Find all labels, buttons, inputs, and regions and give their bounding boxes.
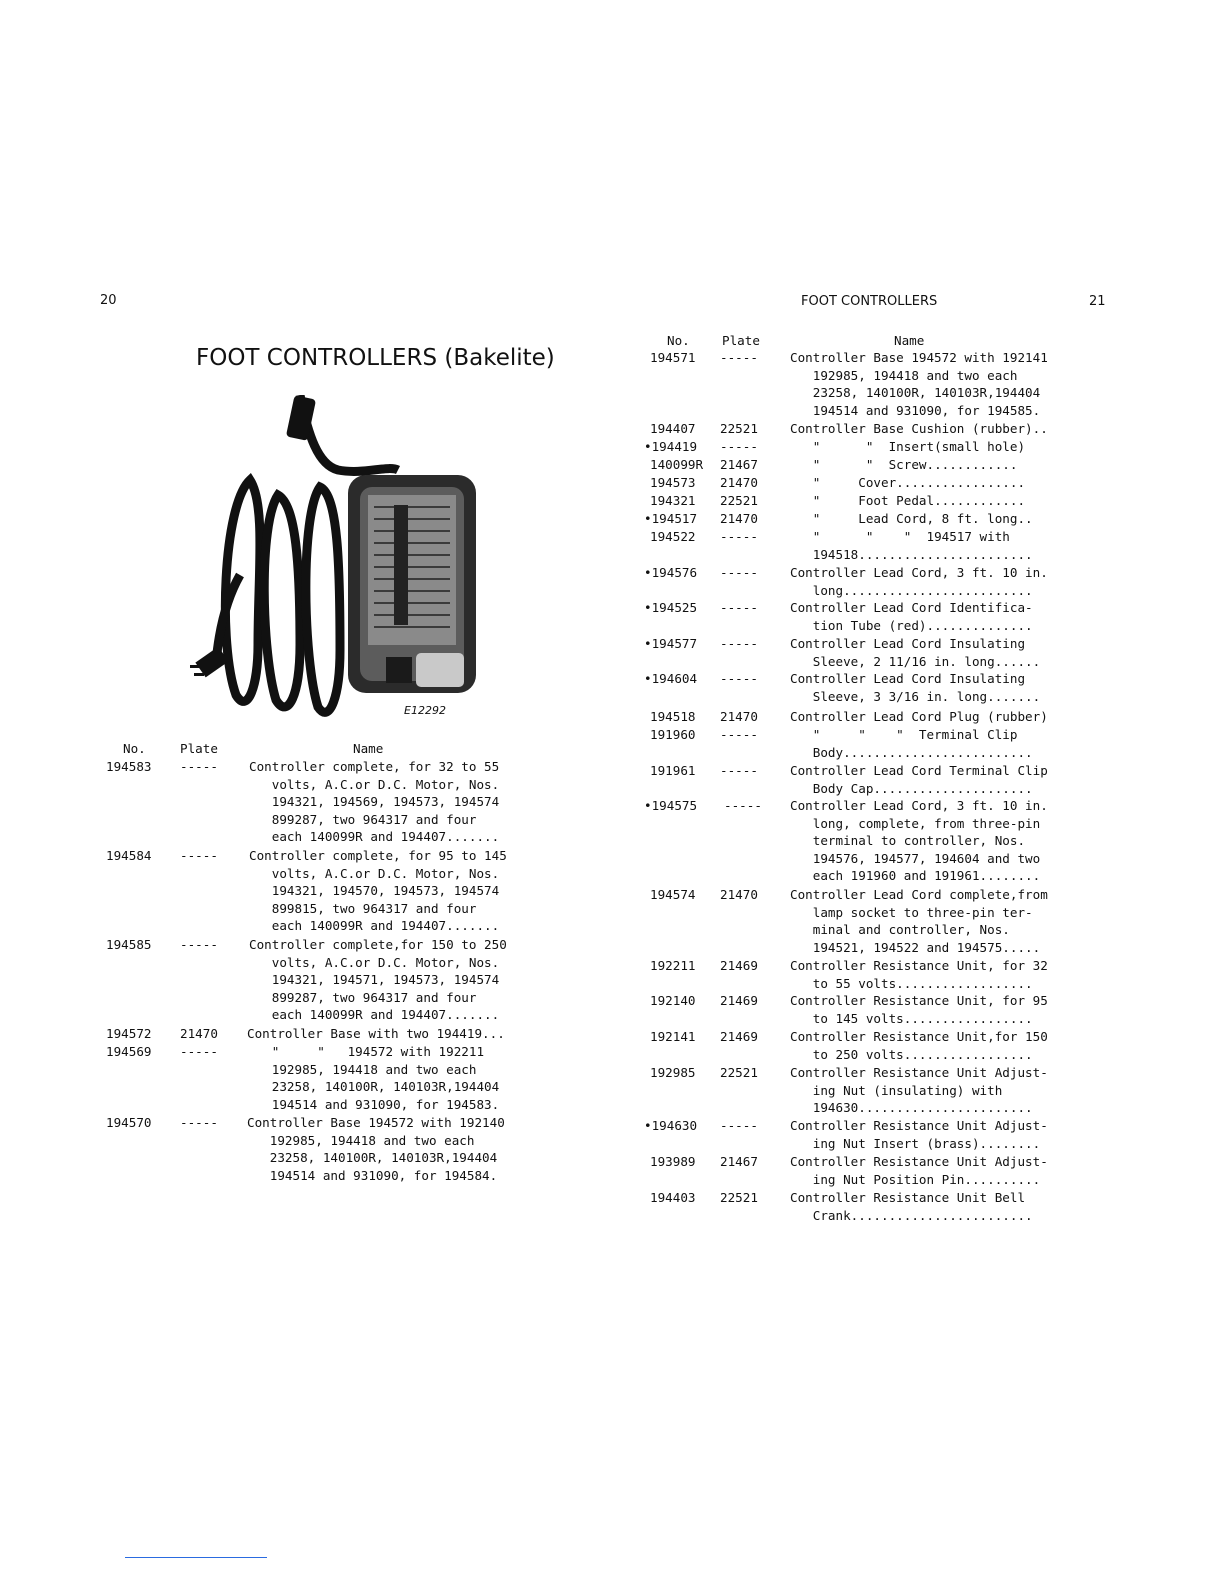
- part-name: Controller Resistance Unit Adjust- ing Nut Insert (brass)........: [790, 1118, 1048, 1151]
- plate-number: 21467: [720, 457, 758, 472]
- part-name: Controller Resistance Unit,for 150 to 250 volts.................: [790, 1029, 1048, 1062]
- plate-number: -----: [180, 1115, 218, 1130]
- part-name: Controller Lead Cord, 3 ft. 10 in. long.........................: [790, 565, 1048, 598]
- plate-number: -----: [720, 727, 758, 742]
- part-name: Controller Base with two 194419...: [247, 1026, 505, 1041]
- left-page-number: 20: [100, 293, 117, 308]
- page-title: FOOT CONTROLLERS (Bakelite): [196, 345, 555, 371]
- plate-number: -----: [720, 529, 758, 544]
- column-header-plate: Plate: [722, 333, 760, 348]
- column-header-no: No.: [667, 333, 690, 348]
- right-page-number: 21: [1089, 294, 1106, 309]
- plate-number: -----: [720, 565, 758, 580]
- part-number: •194525: [644, 600, 698, 615]
- part-number: 191961: [650, 763, 696, 778]
- part-number: 140099R: [650, 457, 704, 472]
- part-name: Controller Lead Cord Plug (rubber): [790, 709, 1048, 724]
- column-header-no: No.: [123, 741, 146, 756]
- part-number: •194604: [644, 671, 698, 686]
- part-name: Controller Base Cushion (rubber)..: [790, 421, 1048, 436]
- plate-number: 21470: [720, 709, 758, 724]
- part-name: " " " 194517 with 194518.......................: [812, 529, 1033, 562]
- part-number: 192985: [650, 1065, 696, 1080]
- scan-divider: [125, 1557, 267, 1558]
- part-name: Controller Resistance Unit Adjust- ing Nut Position Pin..........: [790, 1154, 1048, 1187]
- part-name: " Foot Pedal............: [790, 493, 1026, 508]
- part-name: Controller complete,for 150 to 250 volts, A.C.or D.C. Motor, Nos. 194321, 194571, 194573, 194574 899287, two 964317 and four each 140099R and 194407.......: [249, 937, 507, 1023]
- plate-number: -----: [720, 439, 758, 454]
- plate-number: -----: [180, 937, 218, 952]
- part-number: •194419: [644, 439, 698, 454]
- part-number: •194630: [644, 1118, 698, 1133]
- part-name: Controller Resistance Unit Adjust- ing Nut (insulating) with 194630.......................: [790, 1065, 1048, 1116]
- part-name: Controller Lead Cord Insulating Sleeve, 3 3/16 in. long.......: [790, 671, 1041, 704]
- running-head: FOOT CONTROLLERS: [801, 294, 938, 309]
- plate-number: 22521: [720, 421, 758, 436]
- column-header-name: Name: [353, 741, 384, 756]
- part-name: Controller Base 194572 with 192140 192985, 194418 and two each 23258, 140100R, 140103R,194404 194514 and 931090, for 194584.: [247, 1115, 505, 1183]
- plate-number: 21470: [720, 511, 758, 526]
- part-number: 194574: [650, 887, 696, 902]
- part-number: •194576: [644, 565, 698, 580]
- part-number: •194517: [644, 511, 698, 526]
- plate-number: 21469: [720, 958, 758, 973]
- part-number: 194585: [106, 937, 152, 952]
- part-number: 194569: [106, 1044, 152, 1059]
- part-name: " " Screw............: [790, 457, 1018, 472]
- part-name: Controller Resistance Unit, for 32 to 55 volts..................: [790, 958, 1048, 991]
- part-number: •194577: [644, 636, 698, 651]
- part-name: Controller Resistance Unit, for 95 to 145 volts.................: [790, 993, 1048, 1026]
- plate-number: 22521: [720, 493, 758, 508]
- part-number: 194522: [650, 529, 696, 544]
- part-number: 194570: [106, 1115, 152, 1130]
- part-number: 194321: [650, 493, 696, 508]
- part-name: " Cover.................: [790, 475, 1026, 490]
- part-number: 194571: [650, 350, 696, 365]
- part-name: Controller Lead Cord, 3 ft. 10 in. long, complete, from three-pin terminal to controller, Nos. 194576, 194577, 194604 and two each 191960 and 191961........: [790, 798, 1048, 884]
- plate-number: -----: [720, 350, 758, 365]
- part-number: 192140: [650, 993, 696, 1008]
- part-number: 194518: [650, 709, 696, 724]
- plate-number: -----: [720, 763, 758, 778]
- part-number: 193989: [650, 1154, 696, 1169]
- part-number: •194575: [644, 798, 698, 813]
- part-name: Controller Lead Cord Terminal Clip Body Cap.....................: [790, 763, 1048, 796]
- part-name: Controller complete, for 32 to 55 volts, A.C.or D.C. Motor, Nos. 194321, 194569, 194573, 194574 899287, two 964317 and four each 140099R and 194407.......: [249, 759, 500, 845]
- part-name: Controller Resistance Unit Bell Crank........................: [790, 1190, 1033, 1223]
- plate-number: -----: [724, 798, 762, 813]
- part-number: 194583: [106, 759, 152, 774]
- part-name: " " " Terminal Clip Body.........................: [812, 727, 1033, 760]
- column-header-plate: Plate: [180, 741, 218, 756]
- part-name: Controller Base 194572 with 192141 192985, 194418 and two each 23258, 140100R, 140103R,194404 194514 and 931090, for 194585.: [790, 350, 1048, 418]
- plate-number: 21470: [720, 887, 758, 902]
- part-number: 192211: [650, 958, 696, 973]
- plate-number: -----: [720, 600, 758, 615]
- plate-number: 21470: [180, 1026, 218, 1041]
- part-name: " " Insert(small hole): [790, 439, 1026, 454]
- plate-number: -----: [720, 671, 758, 686]
- part-number: 194403: [650, 1190, 696, 1205]
- plate-number: 21469: [720, 993, 758, 1008]
- plate-number: -----: [180, 1044, 218, 1059]
- plate-number: 21469: [720, 1029, 758, 1044]
- foot-controller-photo: [188, 395, 478, 725]
- plate-number: 22521: [720, 1065, 758, 1080]
- part-number: 194573: [650, 475, 696, 490]
- part-number: 192141: [650, 1029, 696, 1044]
- part-number: 194407: [650, 421, 696, 436]
- plate-number: 21467: [720, 1154, 758, 1169]
- plate-number: -----: [720, 636, 758, 651]
- photo-caption: E12292: [404, 704, 446, 717]
- part-number: 194572: [106, 1026, 152, 1041]
- column-header-name: Name: [894, 333, 925, 348]
- part-name: Controller complete, for 95 to 145 volts, A.C.or D.C. Motor, Nos. 194321, 194570, 194573, 194574 899815, two 964317 and four each 140099R and 194407.......: [249, 848, 507, 934]
- part-number: 191960: [650, 727, 696, 742]
- plate-number: 22521: [720, 1190, 758, 1205]
- plate-number: -----: [720, 1118, 758, 1133]
- part-name: Controller Lead Cord Insulating Sleeve, 2 11/16 in. long......: [790, 636, 1041, 669]
- part-name: Controller Lead Cord complete,from lamp socket to three-pin ter- minal and controller, Nos. 194521, 194522 and 194575.....: [790, 887, 1048, 955]
- plate-number: -----: [180, 848, 218, 863]
- part-name: " " 194572 with 192211 192985, 194418 and two each 23258, 140100R, 140103R,194404 194514 and 931090, for 194583.: [271, 1044, 500, 1112]
- plate-number: -----: [180, 759, 218, 774]
- plate-number: 21470: [720, 475, 758, 490]
- part-name: Controller Lead Cord Identifica- tion Tube (red)..............: [790, 600, 1033, 633]
- part-number: 194584: [106, 848, 152, 863]
- part-name: " Lead Cord, 8 ft. long..: [790, 511, 1033, 526]
